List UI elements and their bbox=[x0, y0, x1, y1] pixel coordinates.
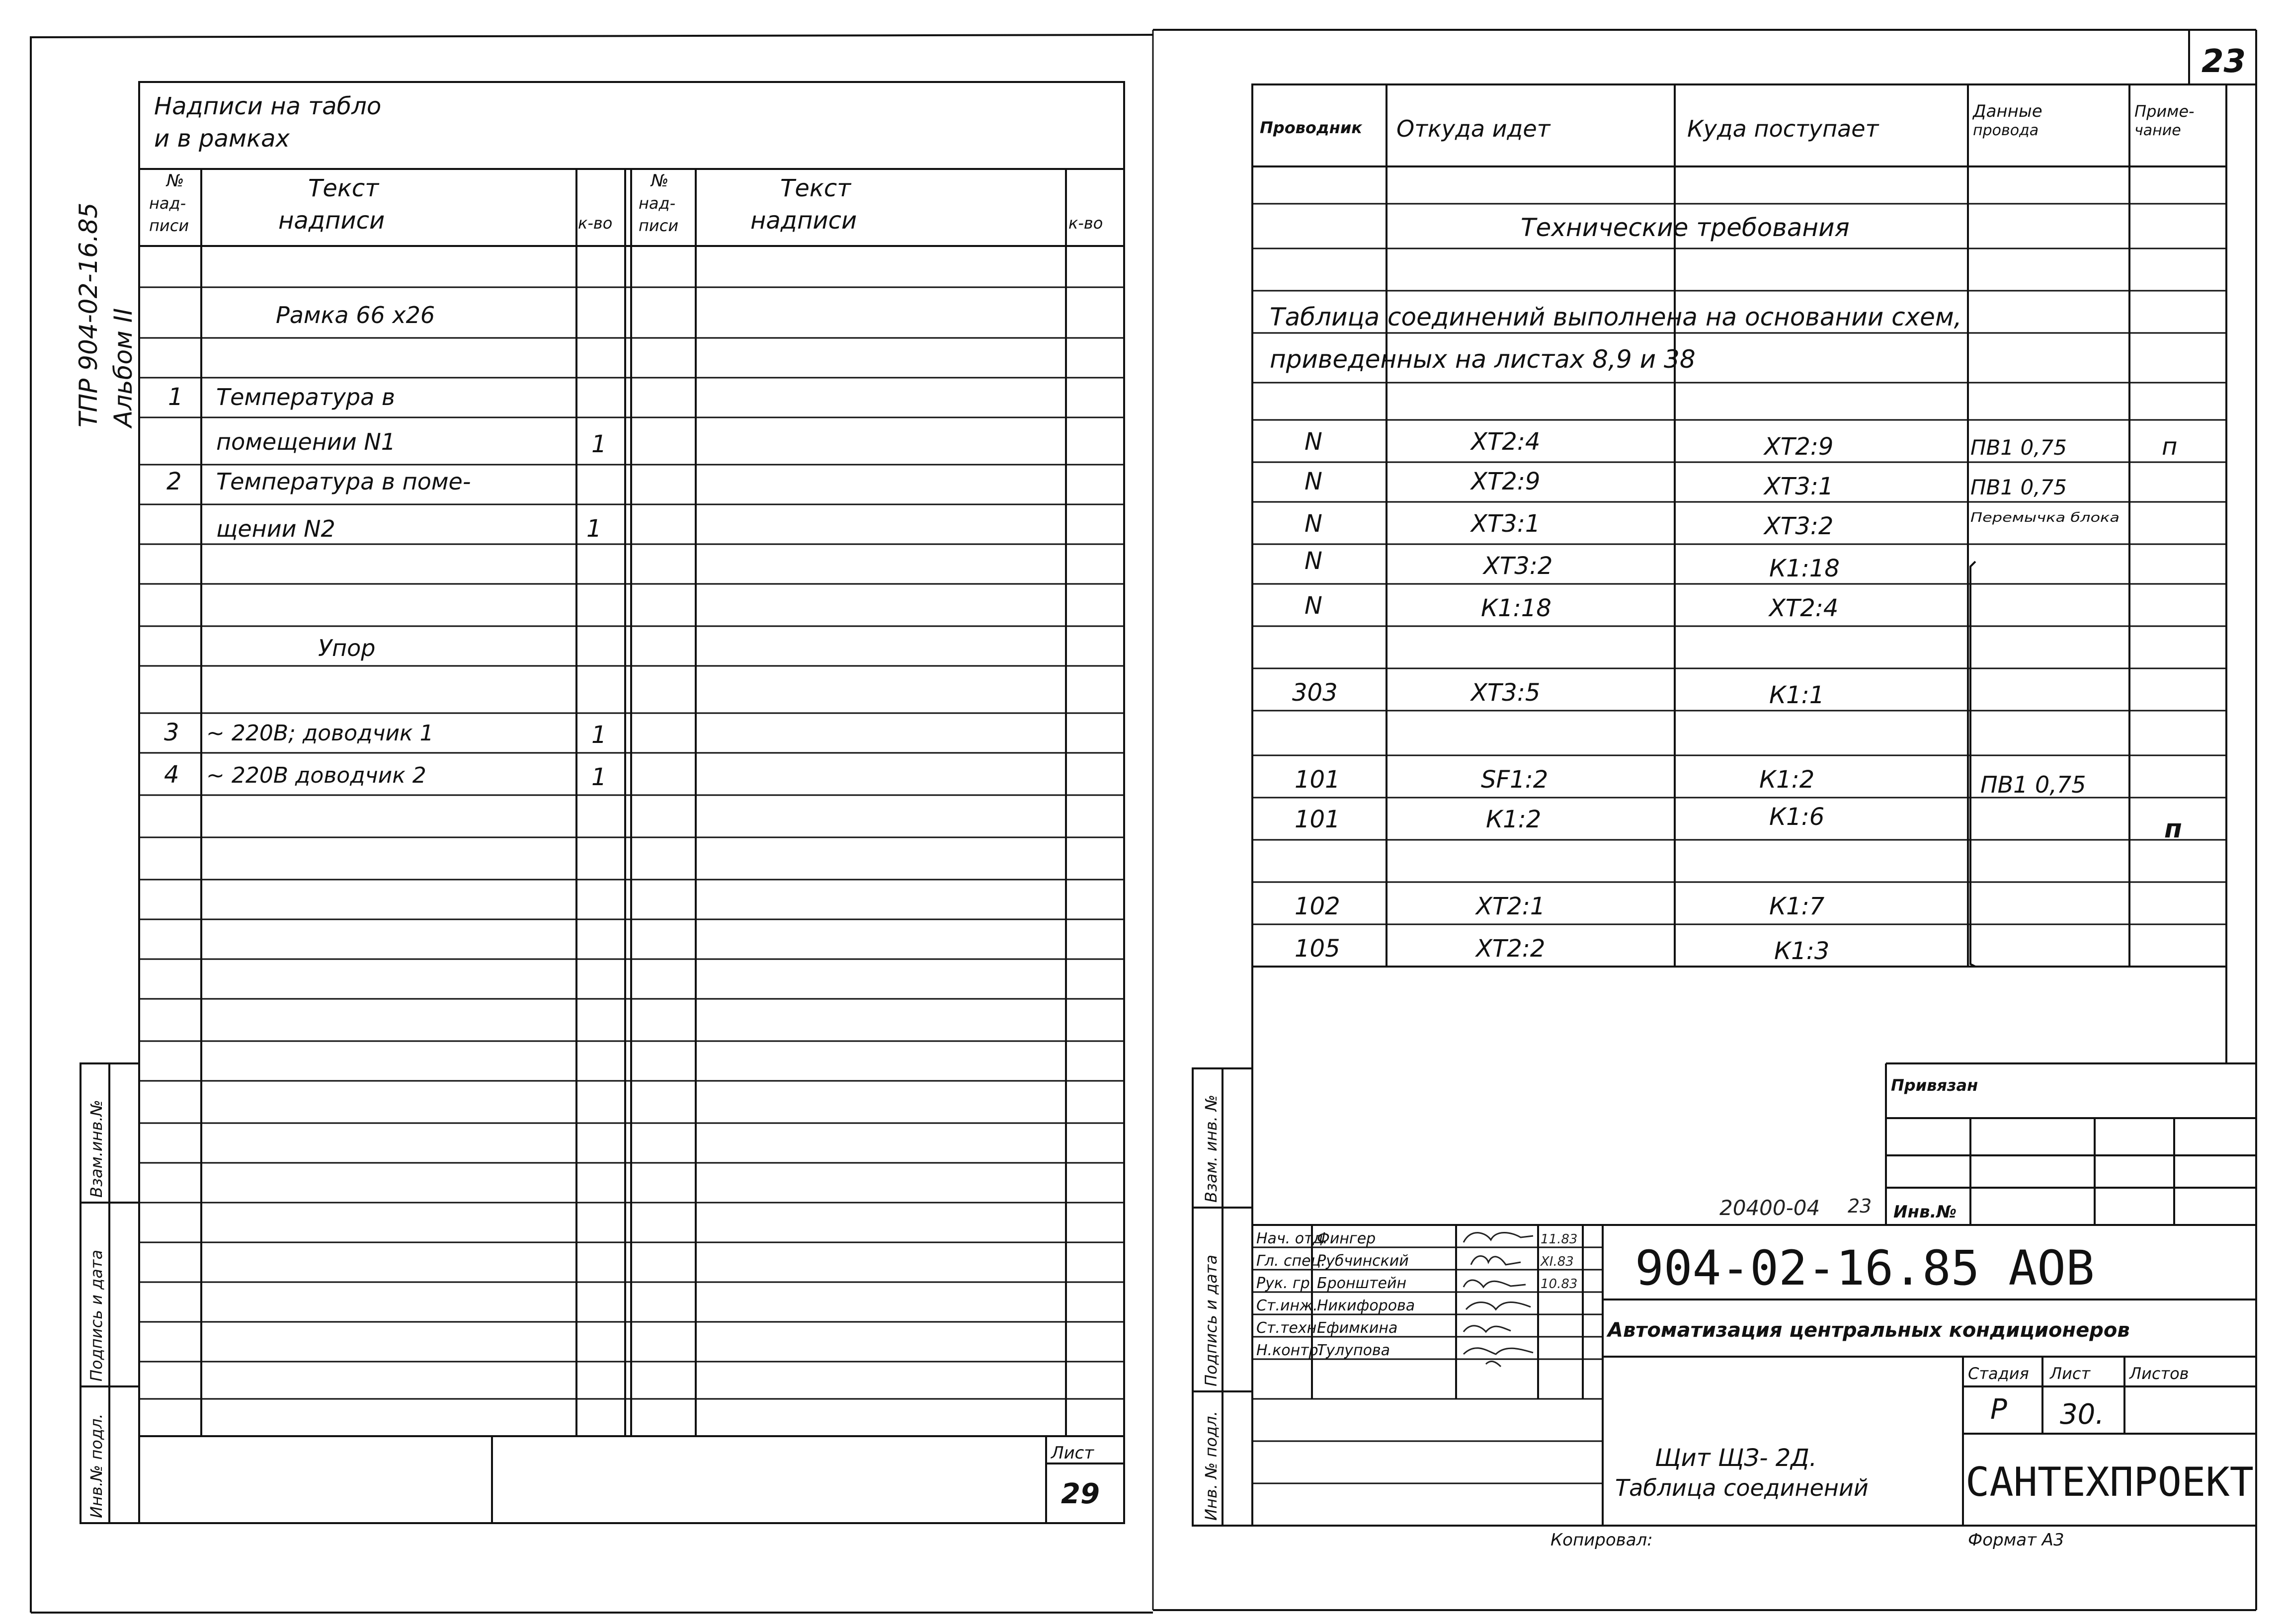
col-note-h2: чание bbox=[2134, 122, 2181, 139]
person-name: Фингер bbox=[1317, 1230, 1376, 1247]
conn-to: ХТ2:9 bbox=[1764, 433, 1834, 461]
conn-to: ХТ2:4 bbox=[1769, 594, 1839, 622]
conn-data: ПВ1 0,75 bbox=[1970, 435, 2067, 460]
conn-from: ХТ2:2 bbox=[1476, 935, 1546, 963]
conn-wire: N bbox=[1305, 510, 1322, 538]
col-qty-h: к-во bbox=[578, 214, 613, 233]
person-name: Ефимкина bbox=[1317, 1319, 1398, 1337]
signatures bbox=[1464, 1232, 1533, 1367]
conn-wire: N bbox=[1305, 547, 1322, 575]
left-frame bbox=[81, 82, 1124, 1523]
doc-title-2: Таблица соединений bbox=[1615, 1474, 1869, 1501]
conn-to: К1:6 bbox=[1769, 803, 1825, 831]
conn-to: ХТ3:2 bbox=[1764, 512, 1834, 540]
left-row-text: щении N2 bbox=[216, 515, 335, 542]
left-row-text: Температура в поме- bbox=[216, 468, 471, 495]
col-from-h: Откуда идет bbox=[1396, 115, 1550, 142]
conn-from: К1:18 bbox=[1481, 594, 1551, 622]
left-row-no: 3 bbox=[164, 719, 179, 746]
col-no-h2: над- bbox=[149, 194, 186, 213]
conn-from: ХТ2:4 bbox=[1471, 428, 1541, 456]
sheet-value: 30. bbox=[2060, 1398, 2105, 1431]
left-stamp-label: Взам.инв.№ bbox=[87, 1100, 106, 1198]
col-text-h1: Текст bbox=[308, 174, 379, 202]
conn-wire: N bbox=[1305, 592, 1322, 620]
copied-label: Копировал: bbox=[1550, 1530, 1653, 1550]
tech-requirements-title: Технические требования bbox=[1521, 213, 1850, 242]
person-name: Тулупова bbox=[1317, 1342, 1390, 1359]
left-list-num: 29 bbox=[1061, 1478, 1100, 1510]
conn-from: SF1:2 bbox=[1481, 766, 1549, 794]
col-to-h: Куда поступает bbox=[1687, 115, 1879, 142]
person-role: Нач. отд. bbox=[1256, 1230, 1328, 1247]
conn-note: п bbox=[2162, 433, 2178, 461]
person-role: Н.контр. bbox=[1256, 1342, 1323, 1359]
left-list-label: Лист bbox=[1051, 1443, 1094, 1463]
privyazan-label: Привязан bbox=[1891, 1076, 1978, 1095]
conn-to: К1:18 bbox=[1769, 555, 1840, 582]
left-stamp-label: Подпись и дата bbox=[87, 1249, 106, 1381]
conn-to: ХТ3:1 bbox=[1764, 473, 1834, 500]
conn-from: ХТ3:5 bbox=[1471, 679, 1541, 707]
conn-from: К1:2 bbox=[1486, 806, 1542, 833]
left-row-qty: 1 bbox=[591, 763, 607, 791]
right-stamp-label: Подпись и дата bbox=[1202, 1254, 1221, 1386]
sheet-label: Лист bbox=[2050, 1364, 2091, 1383]
conn-from: ХТ2:1 bbox=[1476, 893, 1546, 920]
person-name: Бронштейн bbox=[1317, 1275, 1407, 1292]
conn-wire: 102 bbox=[1295, 893, 1340, 920]
conn-to: К1:1 bbox=[1769, 681, 1825, 709]
conn-data: Перемычка блока bbox=[1970, 510, 2120, 525]
inv-no-value: 20400-04 bbox=[1719, 1196, 1820, 1220]
left-row-qty: 1 bbox=[591, 721, 607, 749]
conn-from: ХТ3:1 bbox=[1471, 510, 1541, 538]
inv-no-sheet: 23 bbox=[1848, 1195, 1872, 1217]
right-stamp-label: Инв. № подл. bbox=[1202, 1411, 1221, 1521]
person-role: Гл. спец. bbox=[1256, 1252, 1326, 1270]
right-stamp-label: Взам. инв. № bbox=[1202, 1094, 1221, 1203]
left-header-line1: Надписи на табло bbox=[154, 92, 382, 120]
col-text-h2: надписи bbox=[278, 207, 385, 235]
sheets-label: Листов bbox=[2129, 1364, 2189, 1383]
conn-wire: 105 bbox=[1295, 935, 1340, 963]
col-no2-h3: писи bbox=[639, 216, 679, 235]
sheet-borders bbox=[30, 30, 2256, 1613]
connections-table bbox=[1292, 428, 2182, 965]
left-row-no: 1 bbox=[168, 383, 183, 411]
left-row-text: ~ 220В доводчик 2 bbox=[206, 763, 426, 788]
col-no-h3: писи bbox=[149, 216, 189, 235]
left-row-qty: 1 bbox=[591, 430, 607, 458]
req-line2: приведенных на листах 8,9 и 38 bbox=[1270, 345, 1696, 374]
person-date: XI.83 bbox=[1541, 1254, 1574, 1269]
project-title: Автоматизация центральных кондиционеров bbox=[1608, 1319, 2130, 1342]
left-vertical-album: Альбом II bbox=[109, 308, 138, 427]
left-row-text: ~ 220В; доводчик 1 bbox=[206, 721, 434, 746]
person-date: 10.83 bbox=[1541, 1277, 1578, 1292]
person-name: Рубчинский bbox=[1317, 1252, 1409, 1270]
conn-wire: N bbox=[1305, 468, 1322, 495]
col-data-h2: провода bbox=[1973, 122, 2039, 139]
col-no2-h1: № bbox=[651, 171, 669, 191]
bracket-line bbox=[1970, 562, 1975, 967]
stage-label: Стадия bbox=[1968, 1364, 2029, 1383]
col-qty2-h: к-во bbox=[1068, 214, 1103, 233]
req-line1: Таблица соединений выполнена на основании схем, bbox=[1270, 303, 1962, 331]
organization: САНТЕХПРОЕКТ bbox=[1965, 1459, 2254, 1505]
signature-block bbox=[1256, 1230, 1577, 1367]
conn-to: К1:3 bbox=[1774, 937, 1830, 965]
conn-wire: N bbox=[1305, 428, 1322, 456]
left-row-text: Температура в bbox=[216, 384, 396, 410]
conn-from: ХТ3:2 bbox=[1483, 552, 1553, 580]
conn-note: п bbox=[2164, 814, 2182, 844]
col-wire-h: Проводник bbox=[1260, 118, 1362, 137]
conn-wire: 101 bbox=[1295, 766, 1340, 794]
col-text2-h1: Текст bbox=[780, 174, 851, 202]
left-row-no: 2 bbox=[166, 468, 182, 495]
col-no2-h2: над- bbox=[639, 194, 676, 213]
top-sheet-number: 23 bbox=[2202, 43, 2246, 80]
left-row-text: помещении N1 bbox=[216, 428, 396, 455]
person-role: Ст.техн. bbox=[1256, 1319, 1321, 1337]
left-header-line2: и в рамках bbox=[154, 125, 290, 153]
left-vertical-title: ТПР 904-02-16.85 bbox=[74, 202, 103, 427]
stage-value: Р bbox=[1990, 1393, 2007, 1426]
person-date: 11.83 bbox=[1541, 1232, 1578, 1247]
col-data-h1: Данные bbox=[1973, 101, 2042, 121]
inv-no-label: Инв.№ bbox=[1893, 1202, 1957, 1222]
left-row-text: Рамка 66 х26 bbox=[276, 302, 435, 328]
conn-from: ХТ2:9 bbox=[1471, 468, 1541, 495]
person-role: Рук. гр. bbox=[1256, 1275, 1315, 1292]
person-name: Никифорова bbox=[1317, 1297, 1415, 1314]
left-stamp-label: Инв.№ подл. bbox=[87, 1413, 106, 1518]
document-code: 904-02-16.85 АОВ bbox=[1635, 1240, 2095, 1296]
col-text2-h2: надписи bbox=[750, 207, 857, 235]
person-role: Ст.инж. bbox=[1256, 1297, 1318, 1314]
conn-to: К1:2 bbox=[1759, 766, 1815, 794]
col-no-h1: № bbox=[166, 171, 184, 191]
left-row-no: 4 bbox=[164, 761, 179, 789]
col-note-h1: Приме- bbox=[2134, 102, 2195, 121]
conn-data: ПВ1 0,75 bbox=[1980, 771, 2086, 798]
left-row-qty: 1 bbox=[586, 515, 602, 543]
doc-title-1: Щит ЩЗ- 2Д. bbox=[1655, 1444, 1817, 1472]
format-label: Формат А3 bbox=[1968, 1530, 2064, 1550]
conn-wire: 303 bbox=[1292, 679, 1338, 707]
conn-to: К1:7 bbox=[1769, 893, 1825, 920]
conn-wire: 101 bbox=[1295, 806, 1340, 833]
conn-data: ПВ1 0,75 bbox=[1970, 475, 2067, 499]
left-row-text: Упор bbox=[318, 635, 376, 661]
